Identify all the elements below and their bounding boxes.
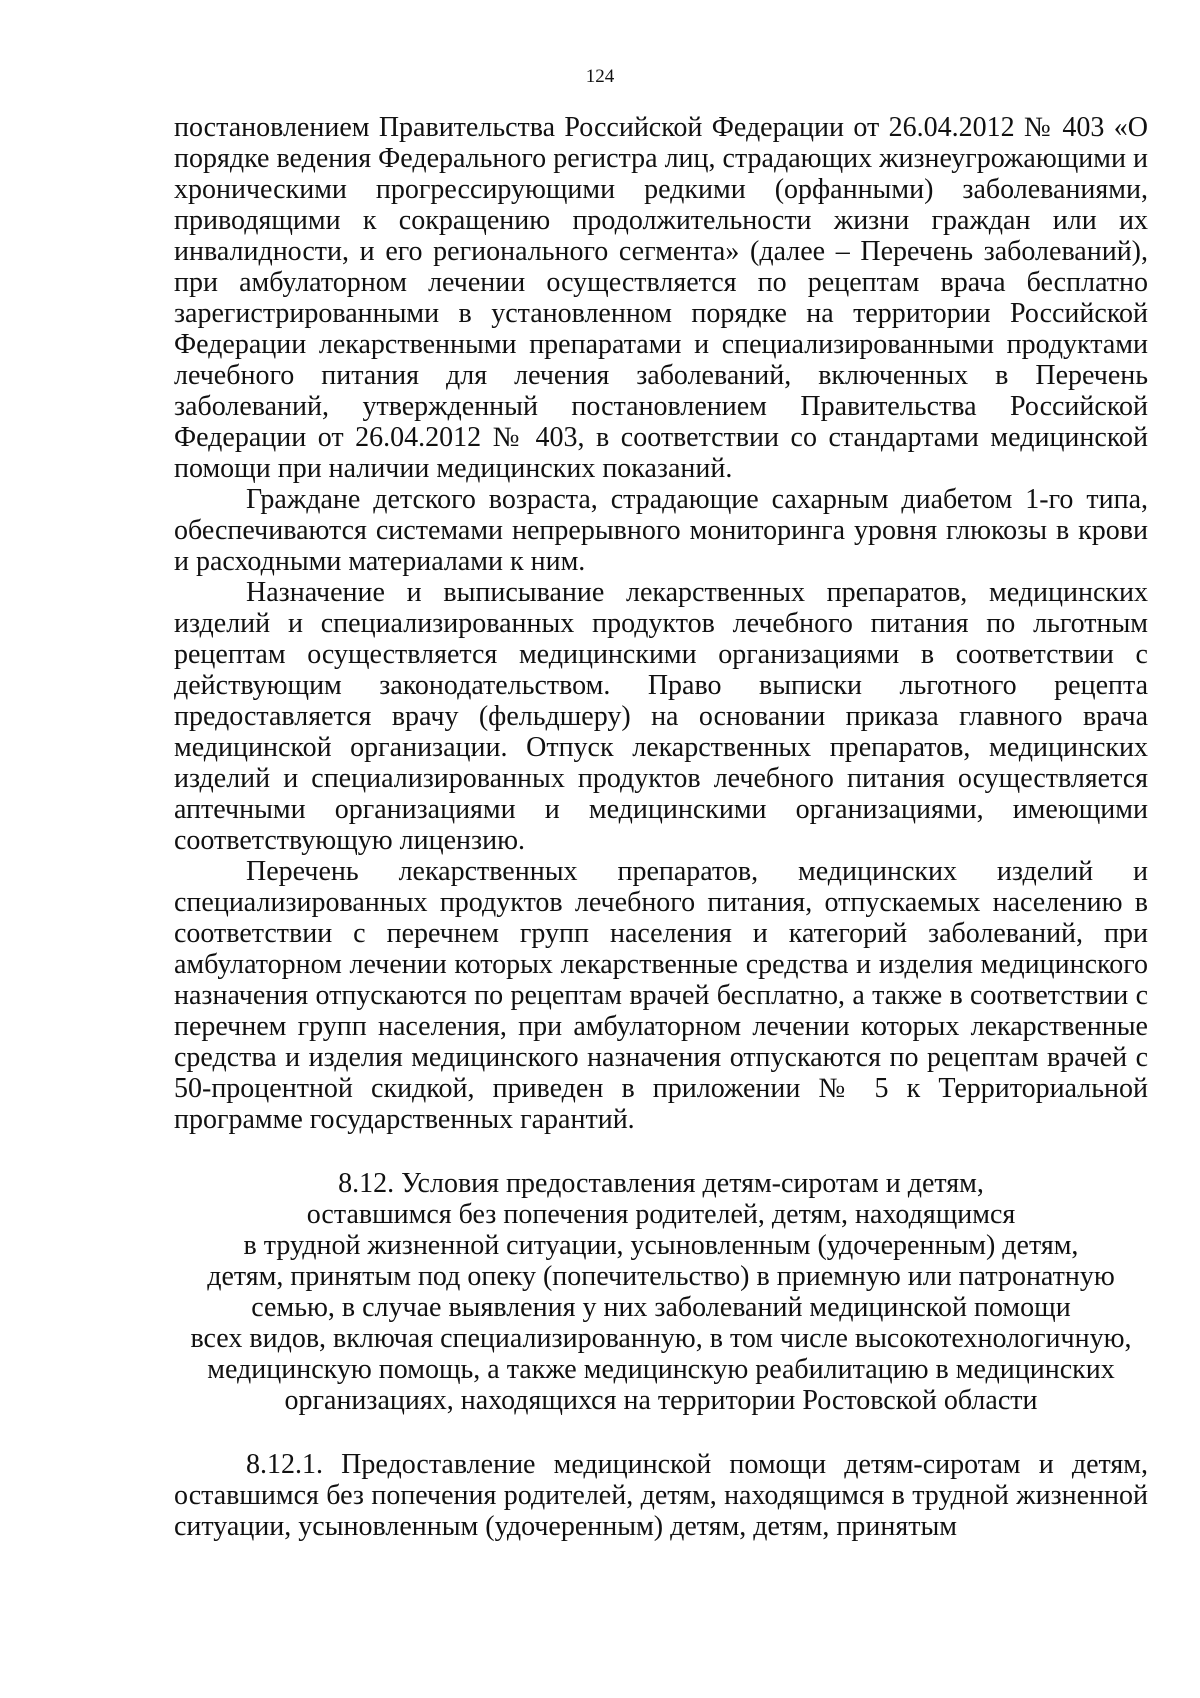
section-heading-line: всех видов, включая специализированную, в том числе высокотехнологичную, — [190, 1323, 1132, 1354]
paragraph-drug-list: Перечень лекарственных препаратов, медицинских изделий и специализированных продуктов лечебного питания, отпускаемых населению в соответствии с перечнем групп населения и категорий заболеваний, при амбулаторном лечении которых лекарственные средства и изделия медицинского назначения отпускаются по рецептам врачей бесплатно, а также в соответствии с перечнем групп населения, при амбулаторном лечении которых лекарственные средства и изделия медицинского назначения отпускаются по рецептам врачей с 50-процентной скидкой, приведен в приложении № 5 к Территориальной программе государственных гарантий. — [174, 856, 1148, 1135]
section-heading-line: детям, принятым под опеку (попечительство) в приемную или патронатную — [207, 1261, 1115, 1292]
section-heading-line: 8.12. Условия предоставления детям-сиротам и детям, — [338, 1168, 984, 1199]
paragraph-prescription-rules: Назначение и выписывание лекарственных препаратов, медицинских изделий и специализированных продуктов лечебного питания по льготным рецептам осуществляется медицинскими организациями в соответствии с действующим законодательством. Право выписки льготного рецепта предоставляется врачу (фельдшеру) на основании приказа главного врача медицинской организации. Отпуск лекарственных препаратов, медицинских изделий и специализированных продуктов лечебного питания осуществляется аптечными организациями и медицинскими организациями, имеющими соответствующую лицензию. — [174, 577, 1148, 856]
section-heading-line: семью, в случае выявления у них заболеваний медицинской помощи — [251, 1292, 1071, 1323]
section-heading-8-12 — [174, 1168, 1148, 1416]
document-body — [174, 112, 1148, 1542]
section-heading-line: организациях, находящихся на территории Ростовской области — [284, 1385, 1038, 1416]
section-heading-line: в трудной жизненной ситуации, усыновленным (удочеренным) детям, — [243, 1230, 1079, 1261]
section-heading-line: медицинскую помощь, а также медицинскую реабилитацию в медицинских — [207, 1354, 1115, 1385]
paragraph-orphan-disease-drugs: постановлением Правительства Российской Федерации от 26.04.2012 № 403 «О порядке ведения Федерального регистра лиц, страдающих жизнеугрожающими и хроническими прогрессирующими редкими (орфанными) заболеваниями, приводящими к сокращению продолжительности жизни граждан или их инвалидности, и его регионального сегмента» (далее – Перечень заболеваний), при амбулаторном лечении осуществляется по рецептам врача бесплатно зарегистрированными в установленном порядке на территории Российской Федерации лекарственными препаратами и специализированными продуктами лечебного питания для лечения заболеваний, включенных в Перечень заболеваний, утвержденный постановлением Правительства Российской Федерации от 26.04.2012 № 403, в соответствии со стандартами медицинской помощи при наличии медицинских показаний. — [174, 112, 1148, 484]
paragraph-8-12-1: 8.12.1. Предоставление медицинской помощи детям-сиротам и детям, оставшимся без попечения родителей, детям, находящимся в трудной жизненной ситуации, усыновленным (удочеренным) детям, детям, принятым — [174, 1449, 1148, 1542]
page-number: 124 — [585, 66, 615, 87]
section-heading-line: оставшимся без попечения родителей, детям, находящимся — [306, 1199, 1016, 1230]
paragraph-diabetes-children: Граждане детского возраста, страдающие сахарным диабетом 1-го типа, обеспечиваются системами непрерывного мониторинга уровня глюкозы в крови и расходными материалами к ним. — [174, 484, 1148, 577]
